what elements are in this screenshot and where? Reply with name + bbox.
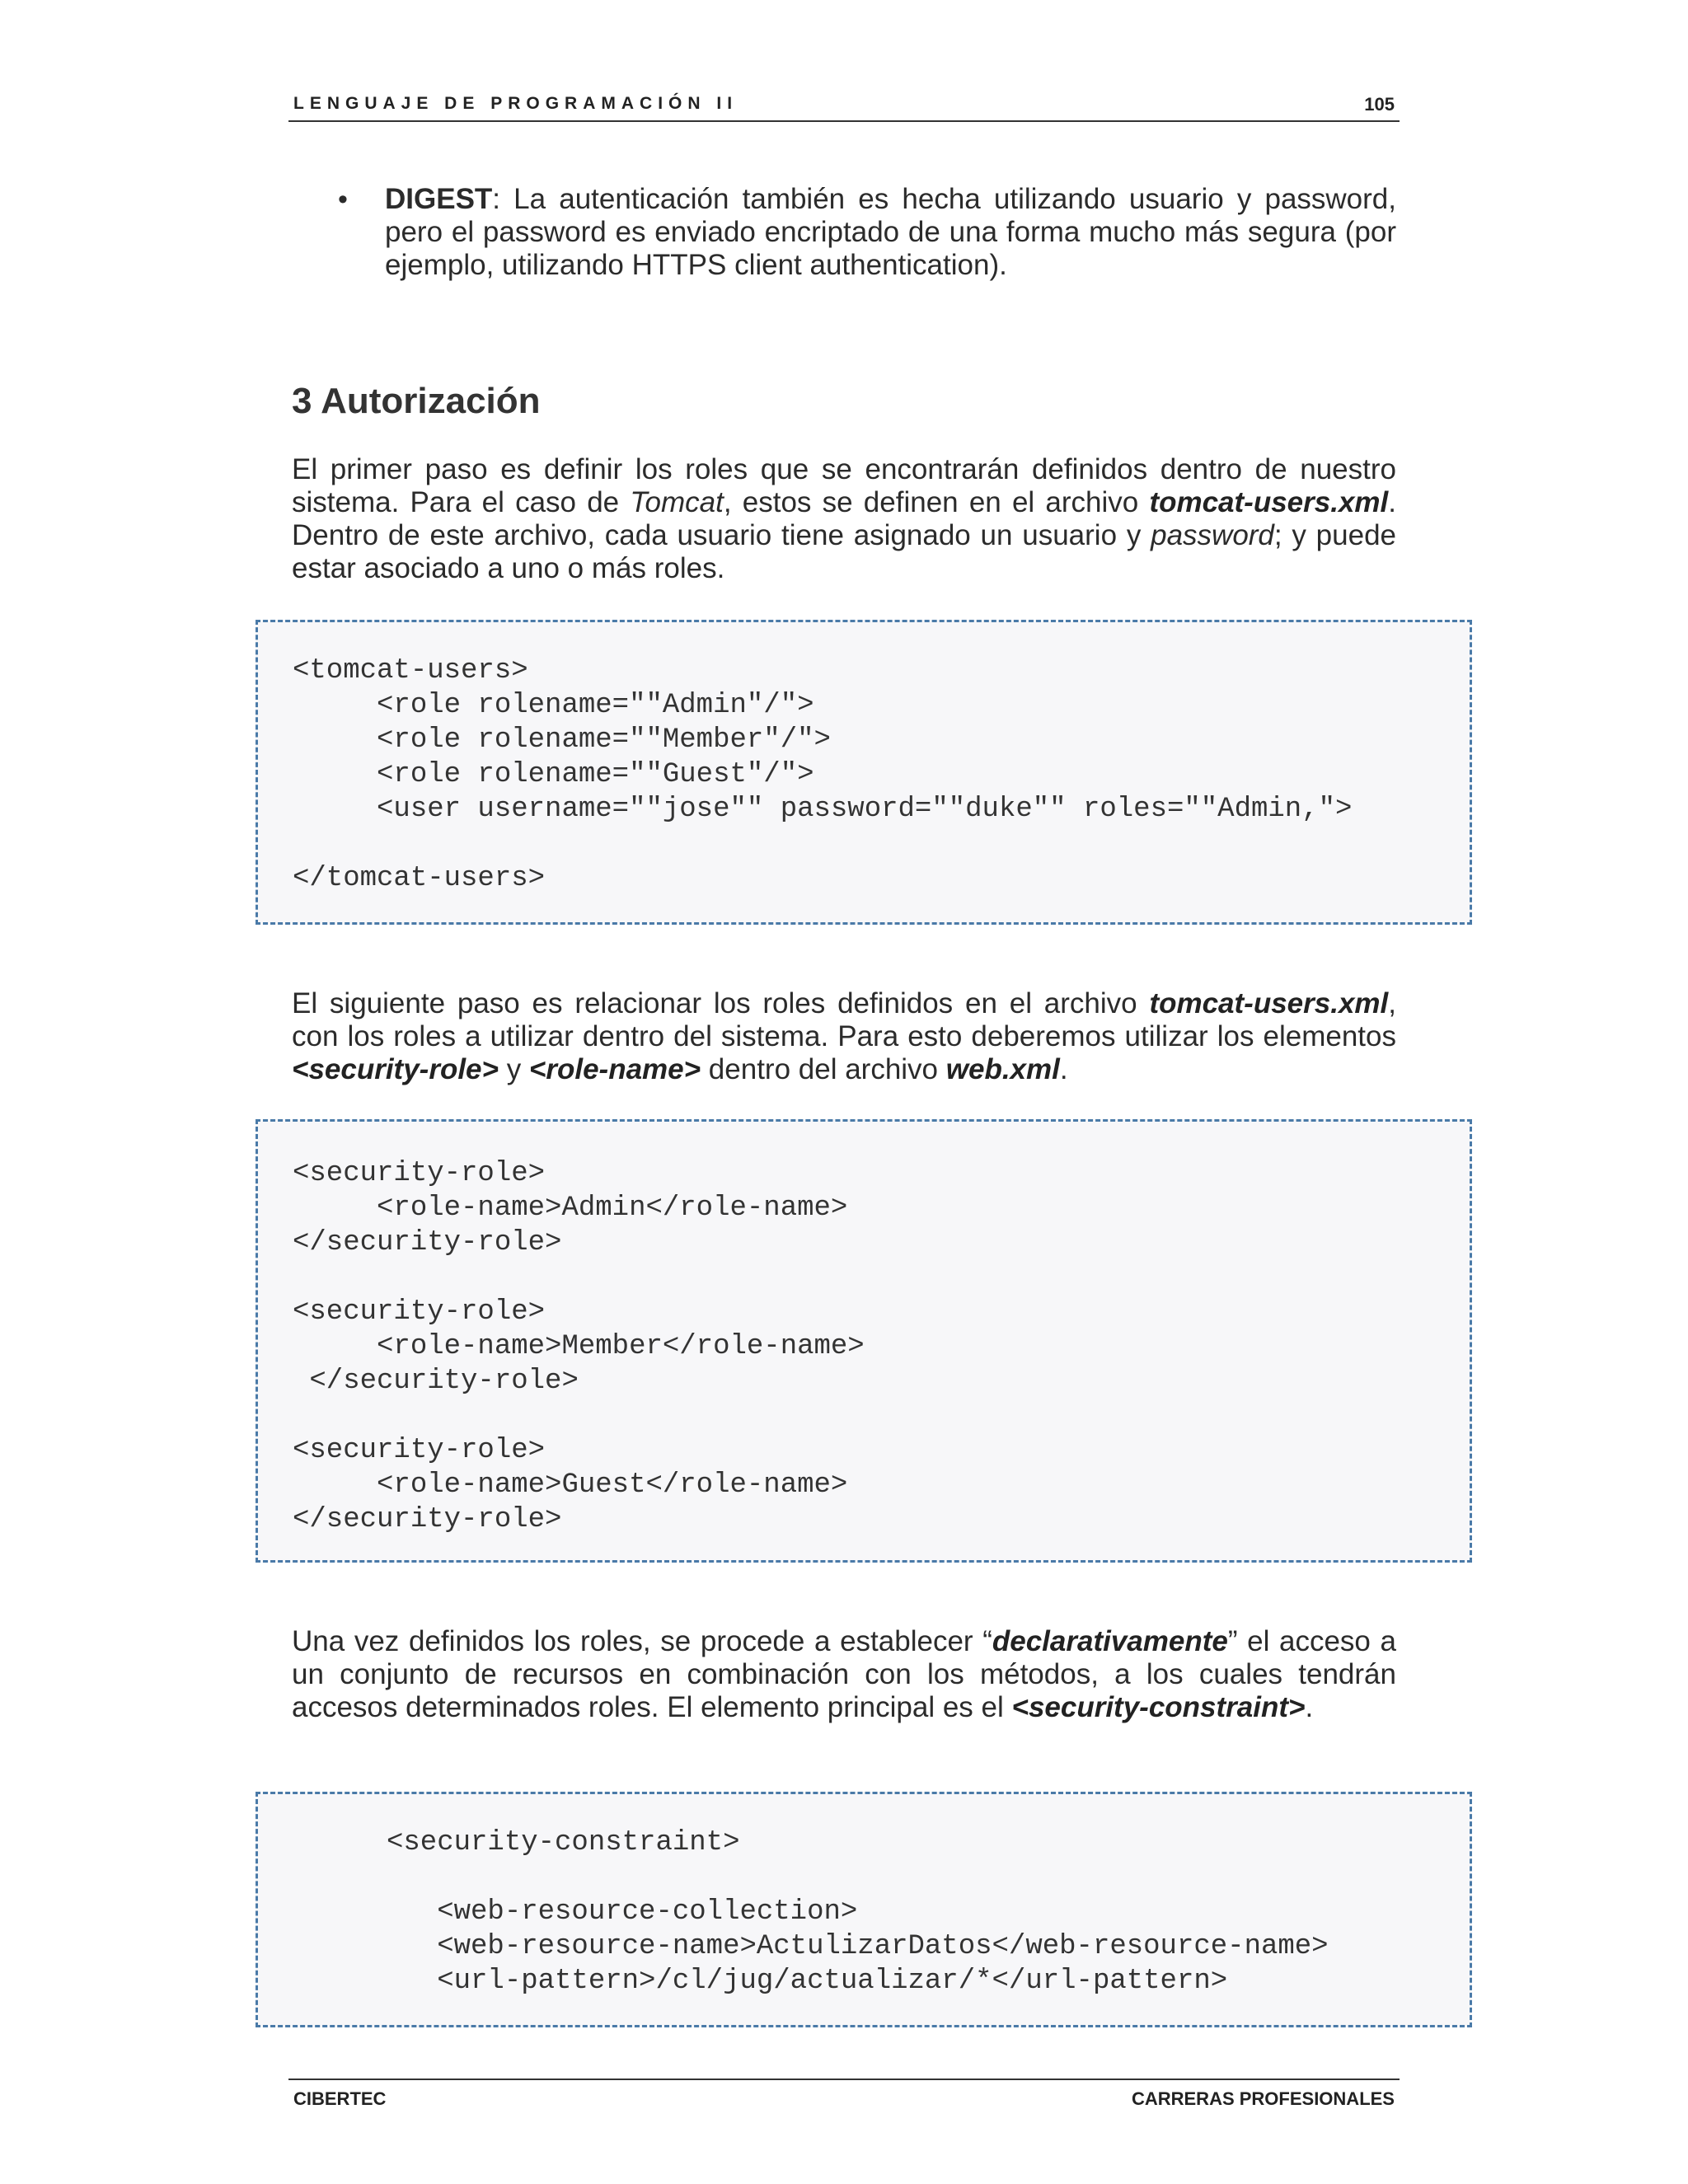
code-line: <role rolename=""Guest"/">	[293, 759, 814, 790]
text-run: ” el acceso a un conjunto de recursos en combinación con los métodos, a los cuales tendrán accesos determinados roles. El elemento principal es el	[292, 1625, 1397, 1723]
code-line: <role rolename=""Member"/">	[293, 724, 831, 756]
code-block-tomcat-users	[256, 620, 1472, 925]
code-line: </security-role>	[293, 1366, 579, 1397]
text-run: , con los roles a utilizar dentro del sistema. Para esto deberemos utilizar los elementos	[292, 987, 1396, 1052]
paragraph-roles-intro	[292, 453, 1396, 585]
text-run: ; y puede estar asociado a uno o más roles.	[292, 519, 1397, 584]
code-block-security-constraint	[256, 1792, 1472, 2027]
code-line: <security-constraint>	[387, 1827, 740, 1858]
text-run: .	[1059, 1053, 1068, 1085]
text-run: El siguiente paso es relacionar los roles definidos en el archivo	[292, 987, 1150, 1019]
header-title: LENGUAJE DE PROGRAMACIÓN II	[293, 94, 738, 113]
text-run: y	[498, 1053, 529, 1085]
code-line: <role-name>Member</role-name>	[293, 1331, 865, 1362]
text-run: , estos se definen en el archivo	[723, 486, 1150, 518]
code-line: </security-role>	[293, 1227, 562, 1258]
code-line: <web-resource-collection>	[387, 1896, 858, 1928]
bullet-marker: •	[338, 184, 348, 215]
text-run: Una vez definidos los roles, se procede a establecer “	[292, 1625, 992, 1657]
digest-bullet	[385, 183, 1396, 282]
page-footer	[288, 2079, 1400, 2113]
text-run: .	[1305, 1691, 1314, 1723]
code-line: <security-role>	[293, 1158, 546, 1189]
code-line: <security-role>	[293, 1435, 546, 1466]
section-heading: 3 Autorización	[292, 381, 541, 421]
text-run: El primer paso es definir los roles que se encontrarán definidos dentro de nuestro sistema. Para el caso de	[292, 453, 1396, 518]
text-run-italic: password	[1151, 519, 1274, 551]
filename-tomcat-users: tomcat-users.xml	[1149, 987, 1389, 1019]
code-line: <url-pattern>/cl/jug/actualizar/*</url-pattern>	[387, 1966, 1228, 1997]
element-security-role: <security-role>	[292, 1053, 499, 1085]
paragraph-security-constraint	[292, 1625, 1396, 1724]
code-line: <role-name>Guest</role-name>	[293, 1469, 848, 1501]
code-block-security-roles	[256, 1119, 1472, 1563]
element-security-constraint: <security-constraint>	[1011, 1691, 1306, 1723]
filename-web-xml: web.xml	[945, 1053, 1060, 1085]
code-line: <role-name>Admin</role-name>	[293, 1193, 848, 1224]
footer-left: CIBERTEC	[293, 2088, 387, 2109]
code-line: <web-resource-name>ActulizarDatos</web-resource-name>	[387, 1931, 1329, 1962]
element-role-name: <role-name>	[528, 1053, 701, 1085]
term-declarativamente: declarativamente	[992, 1625, 1228, 1657]
digest-description: : La autenticación también es hecha utilizando usuario y password, pero el password es enviado encriptado de una forma mucho más segura (por ejemplo, utilizando HTTPS client authentication).	[385, 183, 1396, 281]
code-line: <user username=""jose"" password=""duke"" roles=""Admin,">	[293, 794, 1353, 825]
footer-right: CARRERAS PROFESIONALES	[1131, 2088, 1395, 2109]
code-line: </tomcat-users>	[293, 863, 546, 894]
filename-tomcat-users: tomcat-users.xml	[1149, 486, 1389, 518]
text-run-italic: Tomcat	[630, 486, 724, 518]
paragraph-security-role	[292, 987, 1396, 1086]
code-line: <tomcat-users>	[293, 655, 528, 687]
page-header	[288, 92, 1400, 122]
code-line: </security-role>	[293, 1504, 562, 1535]
code-line: <security-role>	[293, 1296, 546, 1328]
text-run: dentro del archivo	[701, 1053, 946, 1085]
code-line: <role rolename=""Admin"/">	[293, 690, 814, 721]
page-number: 105	[1364, 94, 1395, 115]
text-run: . Dentro de este archivo, cada usuario tiene asignado un usuario y	[292, 486, 1396, 551]
digest-term: DIGEST	[385, 183, 493, 215]
